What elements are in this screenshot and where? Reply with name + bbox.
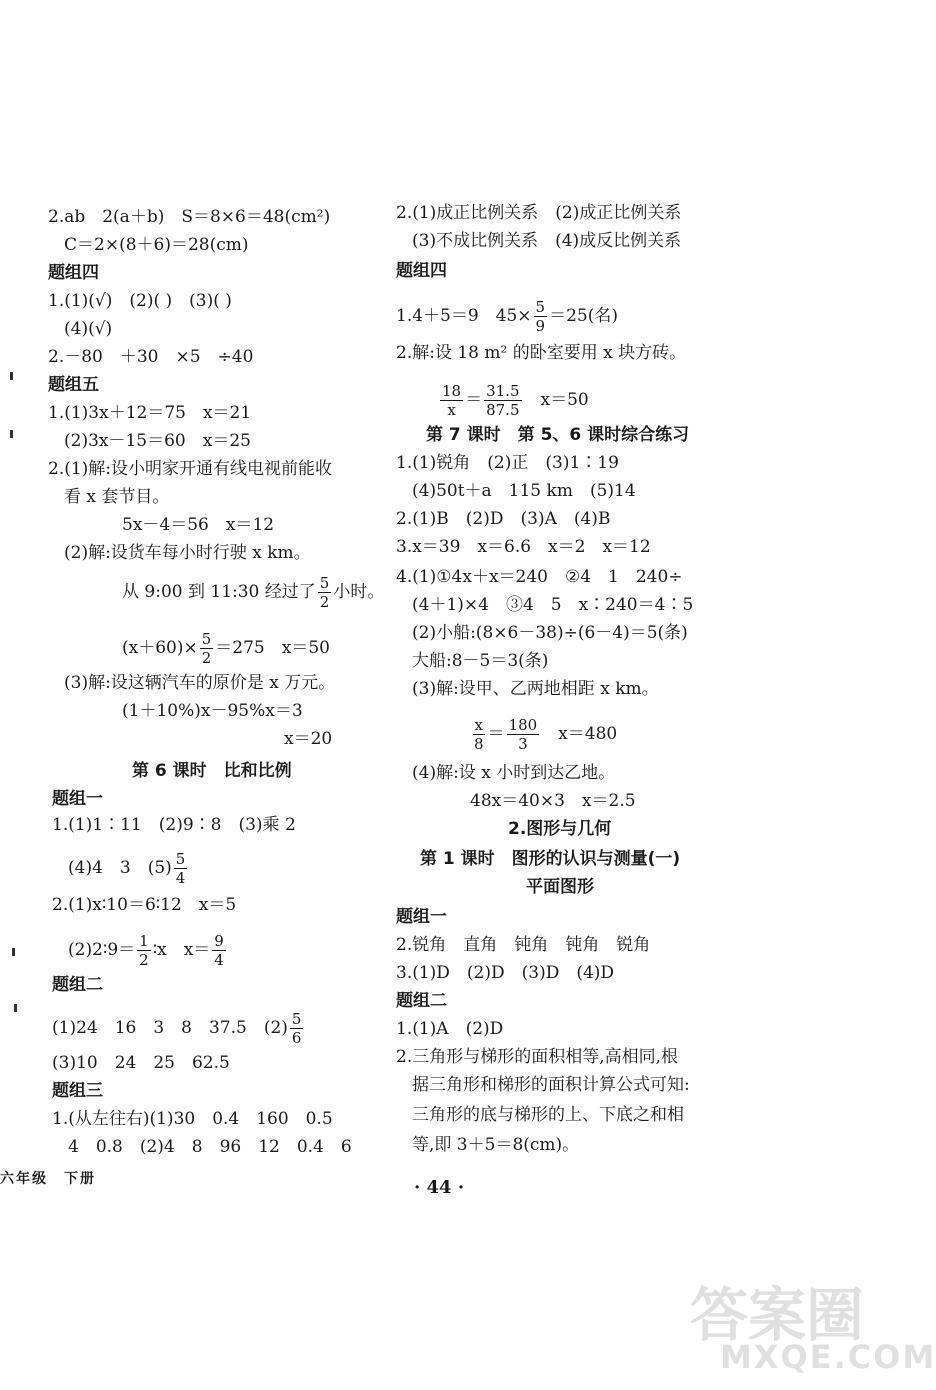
answer-line: 2.解:设 18 m² 的卧室要用 x 块方砖。 [396, 343, 687, 363]
answer-line: 5x－4＝56 x＝12 [122, 515, 275, 535]
answer-line: 2.(1)解:设小明家开通有线电视前能收 [48, 459, 333, 479]
answer-line: (3)不成比例关系 (4)成反比例关系 [412, 231, 682, 251]
answer-line: 等,即 3＋5＝8(cm)。 [412, 1135, 580, 1155]
lesson-title: 第 1 课时 图形的认识与测量(一) [420, 849, 681, 869]
answer-line: 1.(1)3x＋12＝75 x＝21 [48, 403, 252, 423]
section-heading: 题组一 [52, 789, 103, 809]
answer-line: 2.三角形与梯形的面积相等,高相同,根 [396, 1047, 679, 1067]
fraction: $\frac{5}{9}$ [535, 298, 546, 335]
answer-line: (2)2∶9＝ $\frac{1}{2}$ ∶x x＝ $\frac{9}{4}$ [68, 932, 224, 969]
fraction: $\frac{9}{4}$ [214, 932, 224, 969]
answer-line: 1.(1)A (2)D [396, 1019, 504, 1039]
fraction: $\frac{18}{x}$ [442, 382, 462, 419]
answer-line: $\frac{18}{x}$ ＝ $\frac{31.5}{87.5}$ x＝50 [442, 382, 589, 419]
fraction: $\frac{5}{2}$ [201, 630, 212, 667]
lesson-title: 第 7 课时 第 5、6 课时综合练习 [426, 425, 690, 445]
answer-line: 2.(1)x∶10＝6∶12 x＝5 [52, 895, 237, 915]
answer-line: (x＋60)× $\frac{5}{2}$ ＝275 x＝50 [122, 630, 330, 667]
scan-mark [12, 948, 15, 956]
answer-line: 2.锐角 直角 钝角 钝角 锐角 [396, 935, 651, 955]
watermark-logo [690, 1268, 936, 1378]
answer-line: (3)解:设甲、乙两地相距 x km。 [412, 679, 659, 699]
answer-line: 2.ab 2(a＋b) S＝8×6＝48(cm²) [48, 207, 331, 227]
section-heading: 题组二 [396, 991, 447, 1011]
scan-mark [10, 430, 13, 438]
answer-line: 据三角形和梯形的面积计算公式可知: [412, 1075, 690, 1095]
answer-line: 看 x 套节目。 [64, 487, 170, 507]
answer-line: 1.(1)锐角 (2)正 (3)1∶19 [396, 453, 619, 473]
answer-line: 从 9:00 到 11:30 经过了 $\frac{5}{2}$ 小时。 [122, 574, 385, 611]
fraction: $\frac{x}{8}$ [474, 716, 484, 753]
answer-line: (4)4 3 (5) $\frac{5}{4}$ [68, 850, 186, 887]
answer-line: 三角形的底与梯形的上、下底之和相 [412, 1105, 684, 1125]
section-heading: 题组三 [52, 1081, 103, 1101]
answer-line: 2.－80 ＋30 ×5 ÷40 [48, 347, 254, 367]
fraction: $\frac{5}{2}$ [319, 574, 330, 611]
answer-line: (3)解:设这辆汽车的原价是 x 万元。 [64, 673, 336, 693]
fraction: $\frac{180}{3}$ [508, 716, 538, 753]
answer-line: 1.(1)1∶11 (2)9∶8 (3)乘 2 [52, 815, 296, 835]
answer-line: 3.x＝39 x＝6.6 x＝2 x＝12 [396, 537, 651, 557]
page-number: · 44 · [414, 1177, 465, 1198]
fraction: $\frac{5}{4}$ [175, 850, 186, 887]
answer-line: 4 0.8 (2)4 8 96 12 0.4 6 [68, 1137, 352, 1157]
answer-line: $\frac{x}{8}$ ＝ $\frac{180}{3}$ x＝480 [474, 716, 618, 753]
lesson-title: 第 6 课时 比和比例 [132, 761, 292, 781]
answer-line: 2.(1)成正比例关系 (2)成正比例关系 [396, 203, 682, 223]
scan-mark [10, 372, 13, 380]
watermark-text: 答案圈 [690, 1281, 865, 1349]
answer-line: (2)小船:(8×6－38)÷(6－4)＝5(条) [412, 623, 688, 643]
answer-line: 1.4＋5＝9 45× $\frac{5}{9}$ ＝25(名) [396, 298, 618, 335]
chapter-title: 2.图形与几何 [508, 819, 612, 839]
answer-line: (1)24 16 3 8 37.5 (2) $\frac{5}{6}$ [52, 1010, 302, 1047]
answer-line: (2)3x－15＝60 x＝25 [64, 431, 251, 451]
section-heading: 题组二 [52, 975, 103, 995]
fraction: $\frac{31.5}{87.5}$ [486, 382, 520, 419]
answer-line: (4)(√) [64, 319, 113, 339]
lesson-subtitle: 平面图形 [526, 877, 594, 897]
answer-line: (2)解:设货车每小时行驶 x km。 [64, 543, 311, 563]
scan-mark [14, 1004, 17, 1012]
answer-line: 大船:8－5＝3(条) [412, 651, 549, 671]
answer-line: (4＋1)×4 ③4 5 x∶240＝4∶5 [412, 595, 694, 615]
watermark-url: MXQE.COM [720, 1338, 936, 1376]
section-heading: 题组四 [48, 263, 99, 283]
answer-line: 4.(1)①4x＋x＝240 ②4 1 240÷ [396, 567, 683, 587]
answer-line: (1＋10%)x－95%x＝3 [122, 701, 303, 721]
section-heading: 题组四 [396, 261, 447, 281]
answer-line: (4)50t＋a 115 km (5)14 [412, 481, 636, 501]
section-heading: 题组五 [48, 375, 99, 395]
answer-line: x＝20 [284, 729, 333, 749]
fraction: $\frac{5}{6}$ [291, 1010, 302, 1047]
answer-line: 2.(1)B (2)D (3)A (4)B [396, 509, 611, 529]
answer-line: 48x＝40×3 x＝2.5 [470, 791, 636, 811]
answer-line: C＝2×(8＋6)＝28(cm) [64, 235, 249, 255]
fraction: $\frac{1}{2}$ [139, 932, 149, 969]
grade-label: 六年级 下册 [0, 1171, 96, 1187]
answer-line: 1.(1)(√) (2)( ) (3)( ) [48, 291, 232, 311]
answer-line: 1.(从左往右)(1)30 0.4 160 0.5 [52, 1109, 333, 1129]
section-heading: 题组一 [396, 907, 447, 927]
answer-line: (4)解:设 x 小时到达乙地。 [412, 763, 616, 783]
answer-line: (3)10 24 25 62.5 [52, 1053, 230, 1073]
answer-line: 3.(1)D (2)D (3)D (4)D [396, 963, 615, 983]
